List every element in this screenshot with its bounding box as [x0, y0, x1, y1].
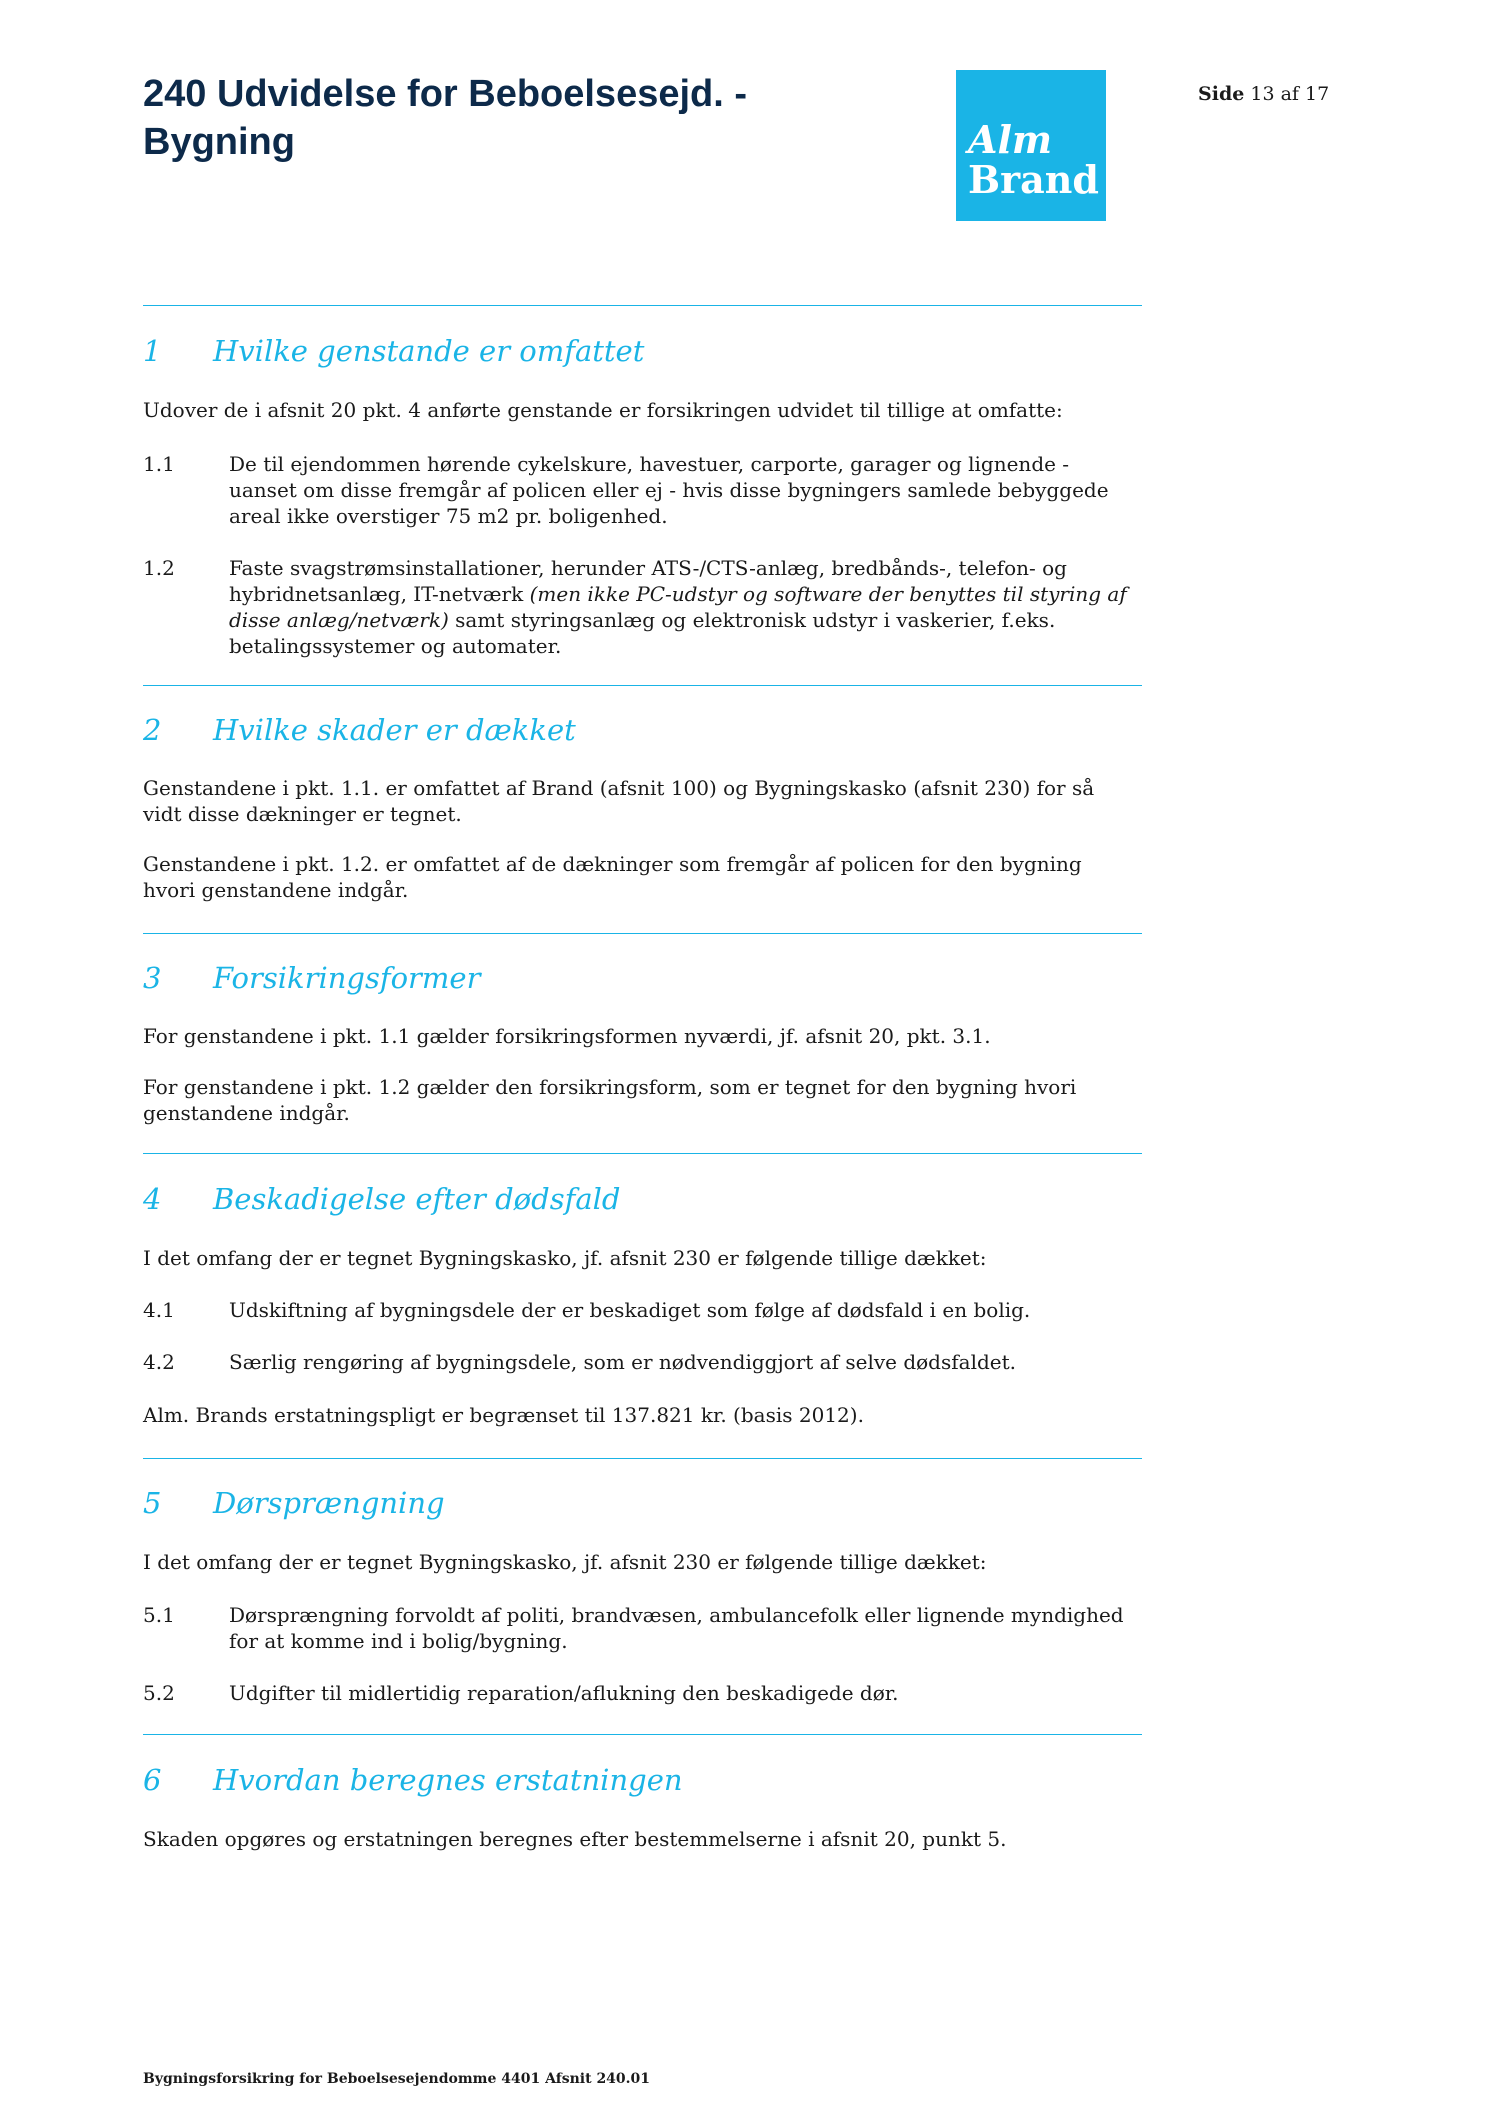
section-divider	[143, 1153, 1142, 1154]
section-divider	[143, 305, 1142, 306]
item-text-part: samt styringsanlæg og elektronisk udstyr i vaskerier, f.eks. betalingssystemer og automater.	[229, 608, 1056, 658]
item-text: De til ejendommen hørende cykelskure, havestuer, carporte, garager og lignende - uanset om disse fremgår af policen eller ej - hvis disse bygningers samlede bebyggede areal ikke overstiger 75 m2 pr. boligenhed.	[229, 452, 1109, 528]
section-3-para-2: For genstandene i pkt. 1.2 gælder den forsikringsform, som er tegnet for den bygning hvori genstandene indgår.	[143, 1075, 1077, 1125]
item-text	[229, 555, 1141, 659]
section-number: 1	[143, 334, 162, 368]
item-text-part: Faste svagstrømsinstallationer, herunder ATS-/CTS-anlæg, bredbånds-, telefon- og hybridnetsanlæg, IT-netværk	[229, 556, 1067, 606]
section-title: Dørsprængning	[213, 1486, 445, 1520]
item-number: 5.2	[143, 1681, 175, 1705]
item-number: 5.1	[143, 1603, 175, 1627]
item-text: Udgifter til midlertidig reparation/aflukning den beskadigede dør.	[229, 1681, 899, 1705]
section-2-para-2: Genstandene i pkt. 1.2. er omfattet af de dækninger som fremgår af policen for den bygning hvori genstandene indgår.	[143, 852, 1082, 902]
section-title: Hvordan beregnes erstatningen	[213, 1763, 683, 1797]
section-title: Hvilke skader er dækket	[213, 713, 576, 747]
section-3-heading	[143, 960, 480, 996]
section-title: Forsikringsformer	[213, 961, 481, 995]
section-5-heading	[143, 1485, 445, 1521]
section-divider	[143, 933, 1142, 934]
section-divider	[143, 1734, 1142, 1735]
page-footer: Bygningsforsikring for Beboelsesejendomme 4401 Afsnit 240.01	[143, 2071, 651, 2087]
item-text-italic: (men ikke PC-udstyr og software der benyttes til styring af disse anlæg/netværk)	[229, 582, 1127, 632]
section-divider	[143, 685, 1142, 686]
section-title: Hvilke genstande er omfattet	[213, 334, 645, 368]
section-6-heading	[143, 1762, 683, 1798]
document-title: 240 Udvidelse for Beboelsesejd. - Bygning	[143, 73, 748, 163]
section-4-heading	[143, 1181, 620, 1217]
page-value: 13 af 17	[1250, 83, 1330, 105]
section-number: 2	[143, 713, 162, 747]
item-number: 1.2	[143, 556, 175, 580]
logo-text-line-2: Brand	[968, 157, 1099, 202]
item-number: 4.2	[143, 1350, 175, 1374]
section-number: 5	[143, 1486, 162, 1520]
page-label: Side	[1198, 83, 1245, 105]
section-divider	[143, 1458, 1142, 1459]
section-1-intro: Udover de i afsnit 20 pkt. 4 anførte genstande er forsikringen udvidet til tillige at omfatte:	[143, 398, 1063, 422]
section-title: Beskadigelse efter dødsfald	[213, 1182, 621, 1216]
section-3-para-1: For genstandene i pkt. 1.1 gælder forsikringsformen nyværdi, jf. afsnit 20, pkt. 3.1.	[143, 1024, 991, 1048]
item-number: 1.1	[143, 452, 175, 476]
section-4-intro: I det omfang der er tegnet Bygningskasko, jf. afsnit 230 er følgende tillige dækket:	[143, 1246, 987, 1270]
section-2-para-1: Genstandene i pkt. 1.1. er omfattet af Brand (afsnit 100) og Bygningskasko (afsnit 230) for så vidt disse dækninger er tegnet.	[143, 776, 1095, 826]
section-4-outro: Alm. Brands erstatningspligt er begrænset til 137.821 kr. (basis 2012).	[143, 1403, 864, 1427]
section-6-intro: Skaden opgøres og erstatningen beregnes efter bestemmelserne i afsnit 20, punkt 5.	[143, 1827, 1007, 1851]
section-number: 4	[143, 1182, 162, 1216]
item-number: 4.1	[143, 1298, 175, 1322]
alm-brand-logo	[956, 70, 1106, 221]
item-text: Dørsprængning forvoldt af politi, brandvæsen, ambulancefolk eller lignende myndighed for at komme ind i bolig/bygning.	[229, 1603, 1124, 1653]
section-number: 3	[143, 961, 162, 995]
section-5-intro: I det omfang der er tegnet Bygningskasko, jf. afsnit 230 er følgende tillige dækket:	[143, 1550, 987, 1574]
section-number: 6	[143, 1763, 162, 1797]
section-1-heading	[143, 333, 644, 369]
item-text: Udskiftning af bygningsdele der er beskadiget som følge af dødsfald i en bolig.	[229, 1298, 1031, 1322]
item-text: Særlig rengøring af bygningsdele, som er nødvendiggjort af selve dødsfaldet.	[229, 1350, 1016, 1374]
section-2-heading	[143, 712, 576, 748]
logo-text-line-1: Alm	[968, 117, 1053, 162]
page-number	[1198, 82, 1329, 106]
